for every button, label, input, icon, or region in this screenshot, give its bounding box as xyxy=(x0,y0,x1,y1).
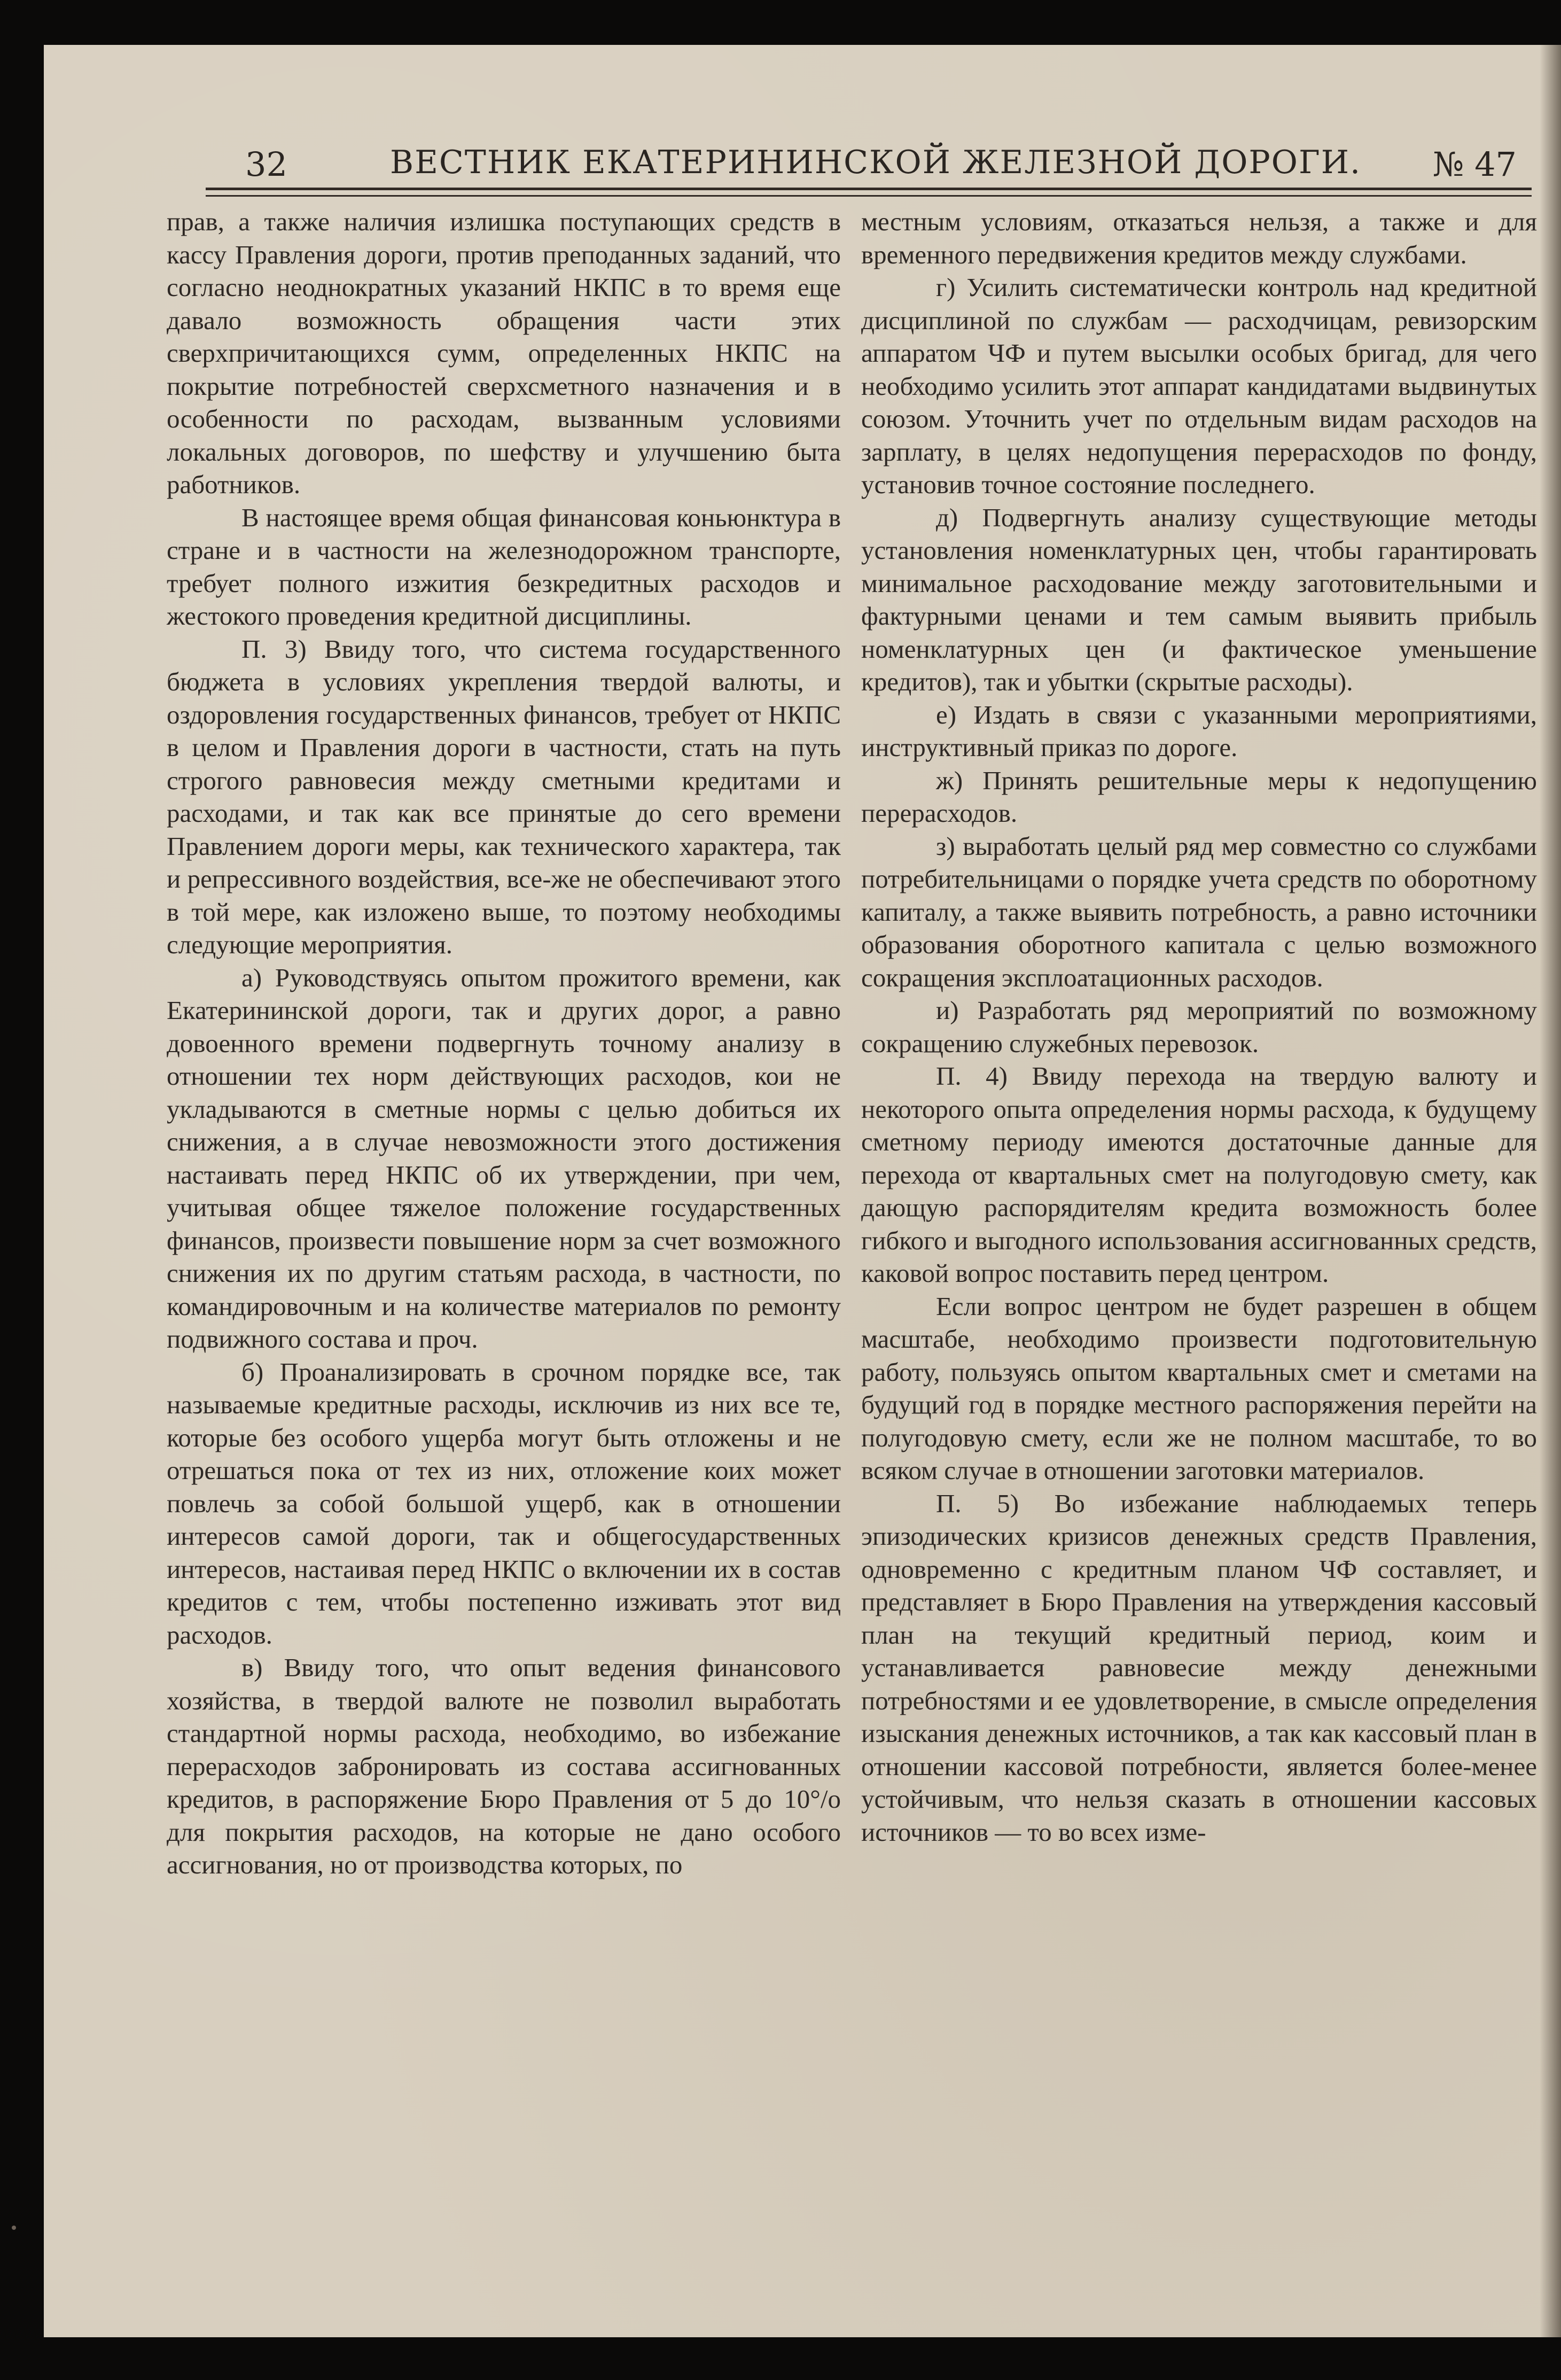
page-number: 32 xyxy=(245,145,287,184)
journal-page xyxy=(44,45,1561,2337)
paragraph: в) Ввиду того, что опыт ведения финансового хозяйства, в твердой валюте не позволил выработать стандартной нормы расхода, необходимо, во избежание перерасходов забронировать из состава ассигнованных кредитов, в распоряжение Бюро Правления от 5 до 10°/о для покрытия расходов, на которые не дано особого ассигнования, но от производства которых, по xyxy=(167,1653,841,1879)
paragraph: П. 5) Во избежание наблюдаемых теперь эпизодических кризисов денежных средств Правления, одновременно с кредитным планом ЧФ составляет, и представляет в Бюро Правления на утверждения кассовый план на текущий кредитный период, коим и устанавливается равновесие между денежными потребностями и ее удовлетворение, в смысле определения изыскания денежных источников, а так как кассовый план в отношении кассовой потребности, является более-менее устойчивым, что нельзя сказать в отношении кассовых источников — то во всех изме- xyxy=(861,1488,1537,1847)
paragraph: В настоящее время общая финансовая коньюнктура в стране и в частности на железнодорожном транспорте, требует полного изжития безкредитных расходов и жестокого проведения кредитной дисциплины. xyxy=(167,502,841,631)
paragraph: П. 4) Ввиду перехода на твердую валюту и некоторого опыта определения нормы расхода, к будущему сметному периоду имеются достаточные данные для перехода от квартальных смет на полугодовую смету, как дающую распорядителям кредита возможность более гибкого и выгодного использования ассигнованных средств, каковой вопрос поставить перед центром. xyxy=(861,1061,1537,1288)
paragraph: г) Усилить систематически контроль над кредитной дисциплиной по службам — расходчицам, ревизорским аппаратом ЧФ и путем высылки особых бригад, для чего необходимо усилить этот аппарат кандидатами выдвинутых союзом. Уточнить учет по отдельным видам расходов на зарплату, в целях недопущения перерасходов по фонду, установив точное состояние последнего. xyxy=(861,273,1537,499)
paragraph: б) Проанализировать в срочном порядке все, так называемые кредитные расходы, исключив из них все те, которые без особого ущерба могут быть отложены и не отрешаться пока от тех из них, отложение коих может повлечь за собой большой ущерб, как в отношении интересов самой дороги, так и общегосударственных интересов, настаивая перед НКПС о включении их в состав кредитов с тем, чтобы постепенно изживать этот вид расходов. xyxy=(167,1357,841,1650)
header-rule xyxy=(206,188,1532,190)
header-rule-thin xyxy=(206,195,1532,197)
paragraph: П. 3) Ввиду того, что система государственного бюджета в условиях укрепления твердой валюты, и оздоровления государственных финансов, требует от НКПС в целом и Правления дороги в частности, стать на путь строгого равновесия между сметными кредитами и расходами, и так как все принятые до сего времени Правлением дороги меры, как технического характера, так и репрессивного воздействия, все-же не обеспечивают этого в той мере, как изложено выше, то поэтому необходимы следующие мероприятия. xyxy=(167,634,841,959)
paragraph: а) Руководствуясь опытом прожитого времени, как Екатерининской дороги, так и других дорог, а равно довоенного времени подвергнуть точному анализу в отношении тех норм действующих расходов, кои не укладываются в сметные нормы с целью добиться их снижения, а в случае невозможности этого достижения настаивать перед НКПС об их утверждении, при чем, учитывая общее тяжелое положение государственных финансов, произвести повышение норм за счет возможного снижения их по другим статьям расхода, в частности, по командировочным и на количестве материалов по ремонту подвижного состава и проч. xyxy=(167,962,841,1354)
journal-title: ВЕСТНИК ЕКАТЕРИНИНСКОЙ ЖЕЛЕЗНОЙ ДОРОГИ. xyxy=(390,144,1362,181)
paragraph: прав, а также наличия излишка поступающих средств в кассу Правления дороги, против преподанных заданий, что согласно неоднократных указаний НКПС в то время еще давало возможность обращения части этих сверхпричитающихся сумм, определенных НКПС на покрытие потребностей сверхсметного назначения и в особенности по расходам, вызванным условиями локальных договоров, по шефству и улучшению быта работников. xyxy=(167,207,841,499)
right-column xyxy=(861,205,1537,1848)
running-header xyxy=(206,137,1532,191)
scan-speck xyxy=(12,2226,16,2230)
page-edge-shadow xyxy=(1540,45,1561,2337)
paragraph: з) выработать целый ряд мер совместно со службами потребительницами о порядке учета средств по оборотному капиталу, а также выявить потребность, а равно источники образования оборотного капитала с целью возможного сокращения эксплоатационных расходов. xyxy=(861,831,1537,992)
issue-number: № 47 xyxy=(1432,145,1517,184)
paragraph: местным условиям, отказаться нельзя, а также и для временного передвижения кредитов между службами. xyxy=(861,207,1537,269)
paragraph: е) Издать в связи с указанными мероприятиями, инструктивный приказ по дороге. xyxy=(861,699,1537,762)
paragraph: д) Подвергнуть анализу существующие методы установления номенклатурных цен, чтобы гарантировать минимальное расходование между заготовительными и фактурными ценами и тем самым выявить прибыль номенклатурных цен (и фактическое уменьшение кредитов), так и убытки (скрытые расходы). xyxy=(861,502,1537,696)
paragraph: и) Разработать ряд мероприятий по возможному сокращению служебных перевозок. xyxy=(861,995,1537,1058)
left-column xyxy=(167,205,841,1881)
paragraph: ж) Принять решительные меры к недопущению перерасходов. xyxy=(861,765,1537,828)
paragraph: Если вопрос центром не будет разрешен в общем масштабе, необходимо произвести подготовительную работу, пользуясь опытом квартальных смет и сметами на будущий год в порядке местного распоряжения перейти на полугодовую смету, если же не полном масштабе, то во всяком случае в отношении заготовки материалов. xyxy=(861,1291,1537,1485)
